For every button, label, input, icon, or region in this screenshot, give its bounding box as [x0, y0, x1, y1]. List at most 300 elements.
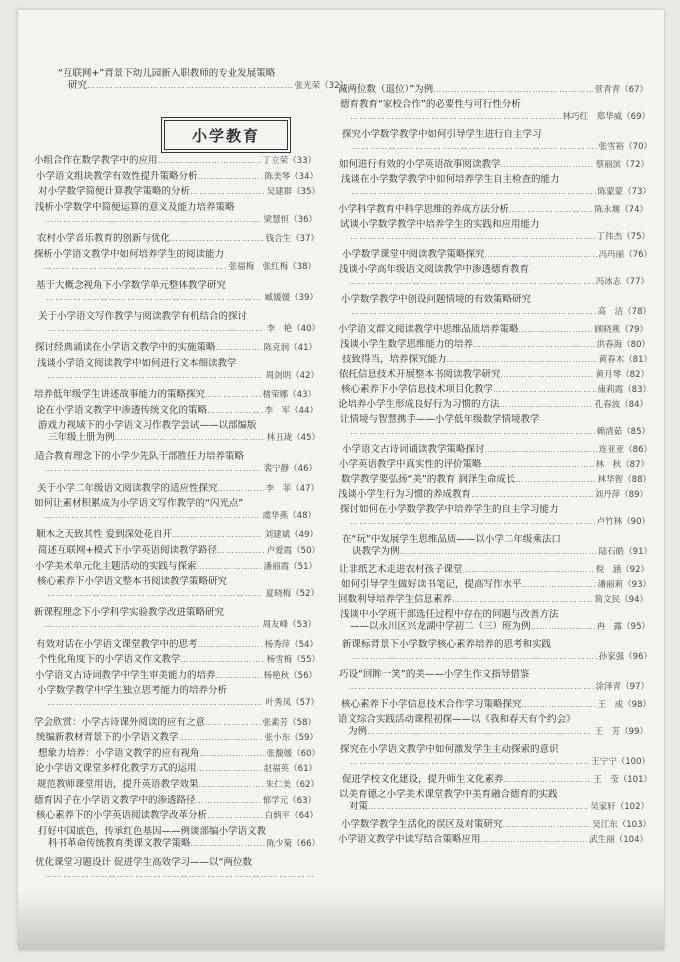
toc-entry[interactable]	[34, 389, 316, 401]
leader-dots	[46, 292, 263, 304]
entry-title-line	[35, 342, 317, 354]
entry-title: 小学数学教学生活化的误区及对策研究	[341, 819, 503, 830]
entry-title: 核心素养下小学语文整本书阅读教学策略研究	[37, 576, 228, 588]
leader-dots	[352, 141, 597, 153]
toc-entry[interactable]	[338, 834, 648, 846]
entry-author: 陈美琴（34）	[264, 171, 318, 182]
entry-title: 浅谈小学语文阅读教学中如何进行文本细读教学	[37, 357, 237, 369]
entry-continuation-line	[340, 111, 650, 123]
toc-entry[interactable]	[338, 324, 648, 336]
entry-title-line	[35, 451, 317, 463]
entry-title-line	[338, 399, 648, 411]
leader-dots	[115, 432, 265, 444]
entry-title-line	[340, 609, 650, 621]
toc-entry[interactable]	[36, 810, 318, 822]
toc-entry[interactable]	[34, 795, 316, 807]
entry-title-line	[338, 594, 648, 606]
entry-author: 潘丽霞（51）	[263, 561, 317, 572]
entry-title: 浅析小学数学中简便运算的意义及能力培养策略	[35, 201, 235, 213]
entry-author: 王 成（98）	[597, 700, 651, 710]
leader-dots	[218, 483, 264, 495]
entry-author: 杨雪梅（55）	[266, 655, 320, 666]
leader-dots	[158, 155, 261, 167]
entry-title-line	[338, 84, 648, 96]
toc-entry[interactable]	[342, 774, 652, 786]
toc-entry[interactable]	[35, 763, 317, 775]
entry-author: 冯冰志（77）	[595, 277, 649, 287]
toc-entry[interactable]	[338, 84, 648, 96]
leader-dots	[350, 756, 589, 768]
entry-title-line	[338, 204, 648, 216]
entry-author: 简文民（94）	[594, 595, 648, 605]
entry-title-line	[34, 607, 316, 619]
toc-entry[interactable]	[37, 576, 319, 600]
leader-dots	[216, 670, 262, 682]
entry-title: 德育因子在小学语文教学中的渗透路径	[34, 794, 196, 806]
entry-title: 有效对话在小学语文课堂教学中的思考	[36, 638, 198, 650]
entry-title: 探究在小学语文教学中如何激发学生主动探索的意识	[340, 744, 559, 755]
entry-title: 规范教师课堂用语，提升英语教学效果	[37, 779, 199, 790]
entry-title: 农村小学音乐教育的创新与优化	[37, 233, 171, 244]
toc-entry[interactable]	[338, 714, 648, 738]
entry-continuation-line	[35, 463, 317, 475]
entry-title: 浅谈小学生数学思维能力的培养	[340, 339, 474, 350]
leader-dots	[44, 261, 227, 273]
entry-author: 孔春波（84）	[594, 400, 648, 410]
entry-title: 数学教学要弘扬“美”的教育 润泽生命成长	[341, 474, 516, 485]
entry-author: 林华智（88）	[597, 475, 651, 485]
toc-entry[interactable]	[38, 826, 320, 850]
toc-entry[interactable]	[342, 249, 652, 261]
toc-entry[interactable]	[339, 369, 649, 381]
entry-title-line	[341, 174, 651, 186]
entry-title-cont: 对策	[349, 801, 369, 812]
toc-entry[interactable]	[341, 579, 651, 591]
entry-title-line	[341, 294, 651, 306]
toc-entry[interactable]	[34, 607, 316, 631]
entry-title-line	[35, 763, 317, 775]
leader-dots	[350, 231, 595, 243]
entry-author: 康莉霞（83）	[597, 385, 651, 395]
entry-title-line	[342, 639, 652, 651]
entry-title-line	[342, 354, 652, 366]
entry-continuation-line	[341, 306, 651, 318]
entry-title: 德育教育“家校合作”的必要性与可行性分析	[340, 99, 521, 110]
toc-entry[interactable]	[339, 264, 649, 288]
toc-entry[interactable]	[38, 748, 320, 760]
leader-dots	[181, 654, 265, 666]
entry-continuation-line	[34, 619, 316, 631]
entry-title-line	[342, 774, 652, 786]
entry-author: 臧媛媛（39）	[264, 292, 318, 303]
toc-entry[interactable]	[37, 483, 319, 495]
toc-entry[interactable]	[338, 204, 648, 216]
leader-dots	[400, 546, 597, 558]
entry-title: 让情境与智慧携手——小学低年级数学情境教学	[340, 414, 540, 425]
leader-dots	[179, 732, 263, 744]
entry-title-line	[38, 748, 320, 760]
leader-dots	[500, 399, 593, 411]
entry-title: 回数利导培养学生信息素养	[338, 594, 453, 605]
entry-title-cont: 三年级上册为例	[48, 432, 115, 444]
toc-entry[interactable]	[341, 819, 651, 831]
entry-author: 丁伟杰（75）	[596, 232, 650, 242]
entry-title: 核心素养下的小学英语阅读教学改革分析	[36, 810, 208, 822]
entry-title-line	[340, 99, 650, 111]
toc-entry[interactable]	[38, 654, 320, 666]
entry-title: 对小学数学简便计算教学策略的分析	[38, 186, 191, 198]
entry-title: 浅谈在小学数学教学中如何培养学生自主检查的能力	[341, 174, 560, 185]
toc-entry[interactable]	[342, 639, 652, 663]
leader-dots	[471, 489, 593, 501]
toc-entry[interactable]	[342, 354, 652, 366]
entry-author: 黄月琴（82）	[595, 370, 649, 380]
entry-title: 小学数学教学中创设问题情境的有效策略研究	[341, 294, 532, 305]
entry-title-cont: 为例	[348, 726, 368, 737]
toc-entry[interactable]	[338, 489, 648, 501]
entry-continuation-line	[35, 214, 317, 226]
toc-entry[interactable]	[340, 219, 650, 243]
entry-title: 想象力培养：小学语文教学的应有视角	[38, 747, 200, 759]
entry-continuation-line	[37, 588, 319, 600]
entry-title: 简述互联网+模式下小学英语阅读教学路径	[38, 545, 217, 556]
toc-entry[interactable]	[34, 717, 316, 729]
entry-title-line	[37, 576, 319, 588]
entry-author: 林 秋（87）	[595, 460, 649, 470]
entry-title-line	[34, 717, 316, 729]
entry-title: 统编新教材背景下的小学语文教学	[36, 732, 179, 744]
leader-dots	[509, 204, 593, 216]
entry-title: 如何让素材积累成为小学语文写作教学的“闪光点”	[34, 498, 244, 510]
entry-continuation-line	[339, 681, 649, 693]
leader-dots	[352, 651, 597, 663]
entry-author: 钱合生（37）	[265, 234, 319, 244]
entry-title-line	[38, 826, 320, 838]
entry-author: 王宁宁（100）	[591, 757, 650, 767]
leader-dots	[349, 681, 594, 693]
entry-author: 朱仁美（62）	[265, 780, 319, 790]
entry-continuation-line	[339, 801, 649, 813]
entry-title-line	[34, 249, 316, 261]
entry-continuation-line	[340, 516, 650, 528]
toc-entry[interactable]	[36, 171, 318, 183]
entry-title-line	[341, 699, 651, 711]
entry-continuation-line	[340, 231, 650, 243]
toc-entry[interactable]	[340, 609, 650, 633]
entry-title: 减两位数（退位）”为例	[338, 84, 434, 95]
leader-dots	[191, 838, 265, 850]
entry-title-line	[338, 714, 648, 726]
toc-entry[interactable]	[34, 155, 316, 167]
toc-entry[interactable]	[38, 545, 320, 557]
toc-entry[interactable]	[37, 685, 319, 709]
entry-title: 论在小学语文教学中渗透传统文化的策略	[36, 404, 208, 416]
leader-dots	[197, 561, 262, 573]
entry-title-line	[37, 685, 319, 697]
entry-title: 关于小学语文写作教学与阅读教学有机结合的探讨	[38, 311, 248, 322]
entry-title: 新课标背景下小学数学核心素养培养的思考和实践	[342, 639, 552, 650]
leader-dots	[199, 779, 264, 791]
leader-dots	[200, 748, 265, 760]
toc-entry[interactable]	[34, 498, 316, 522]
toc-entry[interactable]	[35, 857, 317, 881]
leader-dots	[519, 324, 593, 336]
entry-title: 探析小学语文教学中如何培养学生的阅读能力	[34, 248, 225, 260]
entry-author: 李 军（44）	[264, 405, 318, 416]
entry-title-line	[339, 264, 649, 276]
entry-author: 叶秀凤（57）	[265, 698, 319, 709]
toc-entry[interactable]	[35, 670, 317, 682]
entry-title-line	[36, 405, 318, 417]
toc-entry[interactable]	[341, 699, 651, 711]
leader-dots	[433, 84, 592, 96]
leader-dots	[205, 389, 261, 401]
entry-title: 小学数学教学中学生独立思考能力的培养分析	[37, 685, 228, 697]
toc-entry[interactable]	[37, 233, 319, 245]
entry-title-line	[340, 744, 650, 756]
entry-author: 吴江东（103）	[592, 820, 651, 830]
entry-title: 个性化角度下的小学语文作文教学	[38, 654, 181, 666]
toc-entry[interactable]	[35, 451, 317, 475]
toc-entry[interactable]	[340, 504, 650, 528]
entry-title-line	[342, 444, 652, 456]
toc-entry[interactable]	[342, 534, 652, 558]
scanned-page	[18, 10, 664, 950]
toc-entry[interactable]	[341, 174, 651, 198]
toc-entry[interactable]	[339, 669, 649, 693]
entry-title-cont: 科书革命传统教育类课文教学策略	[48, 837, 191, 849]
toc-entry[interactable]	[34, 249, 316, 273]
leader-dots	[463, 564, 594, 576]
entry-title: 小学美术单元化主题活动的实践与探索	[35, 560, 197, 572]
leader-dots	[504, 774, 592, 786]
entry-author: 裴宁静（46）	[263, 464, 317, 475]
entry-title: 小学英语教学中真实性的评价策略	[339, 459, 482, 470]
entry-title: 游戏力视域下的小学语文习作教学尝试——以部编版	[38, 420, 257, 432]
entry-title-line	[341, 819, 651, 831]
leader-dots	[48, 323, 265, 335]
entry-title: 促进学校文化建设，提升师生文化素养	[342, 774, 504, 785]
entry-author: 赖清茹（85）	[596, 427, 650, 437]
entry-continuation-line	[36, 292, 318, 304]
toc-entry[interactable]	[340, 339, 650, 351]
leader-dots	[493, 384, 596, 396]
leader-dots	[531, 621, 595, 633]
entry-continuation-line	[342, 651, 652, 663]
entry-title: 浅谈中小学班干部选任过程中存在的问题与改善方法	[340, 609, 559, 620]
entry-title: 以美育德之小学美术课堂教学中美育融合德育的实践	[339, 789, 558, 800]
leader-dots	[503, 819, 591, 831]
entry-author: 黄春木（81）	[598, 355, 652, 365]
entry-title-line	[340, 504, 650, 516]
toc-entry[interactable]	[342, 129, 652, 153]
entry-title: 顺木之天致其性 爱到深处花自开	[36, 529, 173, 541]
toc-entry[interactable]	[341, 294, 651, 318]
toc-entry[interactable]	[340, 414, 650, 438]
entry-continuation-line	[34, 261, 316, 273]
leader-dots	[522, 699, 596, 711]
toc-entry[interactable]	[38, 186, 320, 198]
entry-title: 基于大概念视角下小学数学单元整体教学研究	[36, 279, 227, 291]
entry-title: 核心素养下小学信息技术合作学习策略探究	[341, 699, 522, 710]
toc-entry[interactable]	[341, 474, 651, 486]
entry-continuation-line	[37, 370, 319, 382]
leader-dots	[485, 249, 597, 261]
entry-title-line	[34, 155, 316, 167]
leader-dots	[501, 159, 594, 171]
entry-author: 李 艳（40）	[266, 324, 320, 334]
entry-author: 张素芳（58）	[262, 717, 316, 728]
toc-entry[interactable]	[38, 311, 320, 335]
entry-continuation-line	[339, 276, 649, 288]
entry-author: 林巧红 郑华威（69）	[562, 112, 650, 122]
entry-author: 陈蒙蒙（73）	[597, 187, 651, 197]
entry-continuation-line	[37, 697, 319, 709]
toc-entry[interactable]	[339, 159, 649, 171]
entry-title: 关于小学二年级语文阅读教学的适应性探究	[37, 482, 218, 494]
leader-dots	[452, 594, 593, 606]
leader-dots	[197, 763, 262, 775]
entry-author: 夏晓梅（52）	[265, 589, 319, 600]
entry-title: 浅谈小学高年级语文阅读教学中渗透德育教育	[339, 264, 530, 275]
entry-title: 如何引导学生做好读书笔记，提高写作水平	[341, 579, 522, 590]
entry-author: 涂泽青（97）	[595, 682, 649, 692]
entry-title-cont: ——以永川区兴龙湖中学初二（三）班为例	[350, 621, 531, 632]
entry-title-line	[339, 159, 649, 171]
leader-dots	[485, 444, 597, 456]
entry-continuation-line	[38, 432, 320, 444]
entry-title-line	[35, 561, 317, 573]
entry-title-line	[340, 414, 650, 426]
toc-entry[interactable]	[35, 202, 317, 226]
entry-title: 新课程理念下小学科学实验教学改进策略研究	[34, 607, 225, 619]
entry-title-line	[37, 483, 319, 495]
entry-continuation-line	[34, 510, 316, 522]
toc-entry[interactable]	[338, 594, 648, 606]
toc-entry[interactable]	[36, 639, 318, 651]
entry-title: 小学语文古诗词诵读教学策略探讨	[342, 444, 485, 455]
entry-title: 适合教育理念下的小学少先队干部胜任力培养策略	[35, 451, 245, 463]
entry-continuation-line	[342, 546, 652, 558]
entry-author: 张馥媛（60）	[266, 748, 320, 759]
entry-title-line	[35, 857, 317, 869]
entry-title-line	[342, 534, 652, 546]
entry-author: 王 莹（101）	[593, 775, 652, 785]
toc-entry[interactable]	[339, 459, 649, 471]
entry-title: 论小学语文课堂多样化教学方式的运用	[35, 763, 197, 775]
leader-dots	[44, 619, 261, 631]
leader-dots	[198, 171, 263, 183]
entry-title-line	[339, 669, 649, 681]
toc-entry[interactable]	[37, 779, 319, 791]
entry-author: 洪春海（80）	[596, 340, 650, 350]
toc-entry[interactable]	[36, 732, 318, 744]
toc-entry[interactable]	[342, 444, 652, 456]
entry-author: 蔡丽滨（72）	[595, 160, 649, 170]
entry-title-line	[342, 129, 652, 141]
entry-author: 刘丹萍（89）	[594, 490, 648, 500]
toc-entry[interactable]	[35, 561, 317, 573]
toc-entry[interactable]	[339, 564, 649, 576]
toc-entry[interactable]	[340, 744, 650, 768]
entry-title-line	[339, 564, 649, 576]
leader-dots	[501, 369, 594, 381]
entry-author: 高 洁（78）	[597, 307, 651, 317]
toc-entry[interactable]	[339, 789, 649, 813]
entry-title-line	[36, 171, 318, 183]
entry-author: 吴家轩（102）	[590, 802, 649, 812]
leader-dots	[350, 516, 595, 528]
entry-author: 丁立荣（33）	[262, 156, 316, 166]
leader-dots	[481, 834, 588, 846]
entry-title: 如何进行有效的小学英语故事阅读教学	[339, 159, 501, 170]
toc-entry[interactable]	[36, 405, 318, 417]
entry-title: 学会欣赏：小学古诗课外阅读的应有之意	[34, 716, 206, 728]
leader-dots	[522, 579, 596, 591]
leader-dots	[351, 306, 596, 318]
entry-title: 小学语文群文阅读教学中思维品质培养策略	[338, 324, 519, 335]
entry-title-line	[37, 779, 319, 791]
toc-entry[interactable]	[338, 399, 648, 411]
leader-dots	[205, 717, 261, 729]
entry-author: 武生丽（104）	[589, 835, 648, 845]
leader-dots	[170, 233, 264, 245]
entry-title-line	[340, 339, 650, 351]
entry-title: 论培养小学生形成良好行为习惯的方法	[338, 399, 500, 410]
entry-title-line	[36, 529, 318, 541]
entry-author: 卢竹林（90）	[596, 517, 650, 527]
entry-title-line	[34, 498, 316, 510]
entry-title: 巧设“回眸一笑”的美——小学生作文指导借鉴	[339, 669, 530, 680]
entry-author: 郁学元（63）	[262, 795, 316, 806]
entry-author: 梁慧恒（36）	[263, 214, 317, 225]
leader-dots	[368, 801, 588, 813]
entry-title-line	[338, 834, 648, 846]
entry-author: 菅青青（67）	[594, 85, 648, 95]
entry-continuation-line	[38, 838, 320, 850]
toc-entry[interactable]	[340, 99, 650, 123]
toc-entry[interactable]	[37, 358, 319, 382]
entry-title-line	[36, 810, 318, 822]
leader-dots	[198, 639, 263, 651]
entry-title-line	[341, 474, 651, 486]
toc-entry[interactable]	[36, 529, 318, 541]
entry-author: 白炳平（64）	[264, 811, 318, 822]
leader-dots	[473, 339, 595, 351]
toc-entry[interactable]	[36, 280, 318, 304]
top-left-entry	[58, 68, 348, 92]
leader-dots	[190, 186, 265, 198]
entry-title: 小学语文古诗词教学中学生审美能力的培养	[35, 669, 216, 681]
entry-author: 孙家强（96）	[598, 652, 652, 662]
entry-author: 杨艳秋（56）	[263, 670, 317, 681]
entry-title-line	[38, 545, 320, 557]
entry-author: 潘丽莉（93）	[597, 580, 651, 590]
entry-author: 张光荣（32）	[294, 81, 348, 91]
entry-title-line	[36, 732, 318, 744]
leader-dots	[349, 276, 594, 288]
toc-entry[interactable]	[341, 384, 651, 396]
toc-entry[interactable]	[35, 342, 317, 354]
entry-continuation-line	[338, 726, 648, 738]
entry-continuation-line: 研究 ………………………………………………………………………………………………………………………………………………………… 张光荣（32）	[58, 80, 348, 92]
entry-title-line	[340, 219, 650, 231]
entry-author: 张雪裕（70）	[598, 142, 652, 152]
toc-entry[interactable]	[38, 420, 320, 444]
entry-title-cont: 诀教学为例	[352, 546, 400, 557]
entry-title: 核心素养下小学信息技术项目化教学	[341, 384, 494, 395]
leader-dots	[350, 426, 595, 438]
